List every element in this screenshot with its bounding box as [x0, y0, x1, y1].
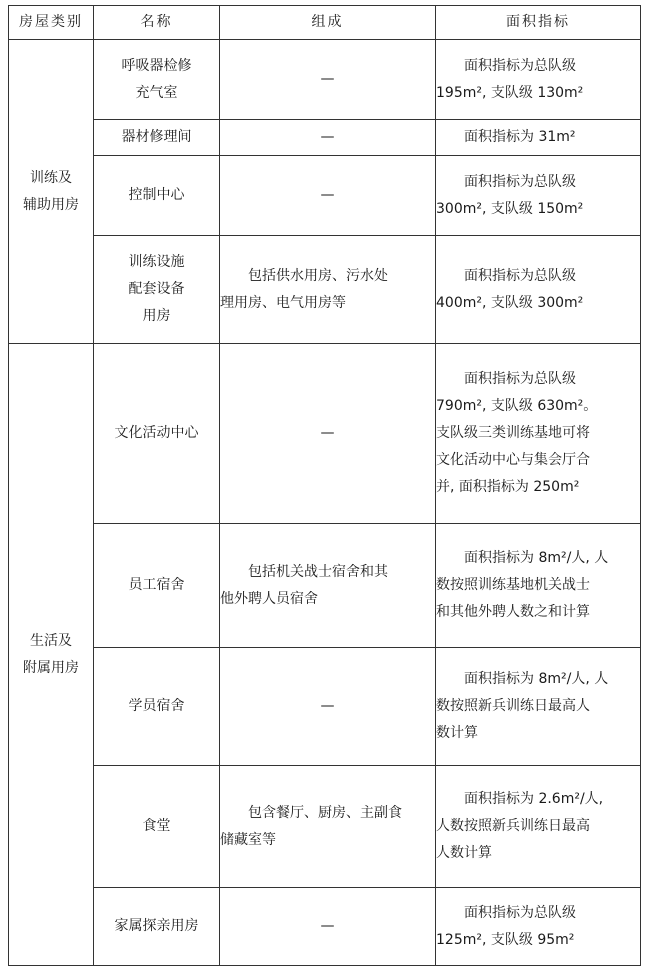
header-area-index: 面积指标: [436, 6, 641, 40]
table-row: [9, 888, 641, 966]
area-index-cell: 面积指标为 2.6m²/人, 人数按照新兵训练日最高 人数计算: [436, 766, 641, 888]
header-category: 房屋类别: [9, 6, 94, 40]
table-row: [9, 766, 641, 888]
composition-cell: 包含餐厅、厨房、主副食 储藏室等: [220, 766, 436, 888]
name-cell: 学员宿舍: [94, 648, 220, 766]
area-index-cell: 面积指标为总队级 125m², 支队级 95m²: [436, 888, 641, 966]
area-index-cell: 面积指标为总队级 300m², 支队级 150m²: [436, 156, 641, 236]
composition-cell: —: [220, 888, 436, 966]
area-index-cell: 面积指标为总队级 790m², 支队级 630m²。 支队级三类训练基地可将 文化活动中心与集会厅合 并, 面积指标为 250m²: [436, 344, 641, 524]
table-row: [9, 120, 641, 156]
name-cell: 器材修理间: [94, 120, 220, 156]
composition-cell: 包括供水用房、污水处 理用房、电气用房等: [220, 236, 436, 344]
table-row: [9, 236, 641, 344]
name-cell: 食堂: [94, 766, 220, 888]
table-row: [9, 156, 641, 236]
composition-cell: —: [220, 120, 436, 156]
composition-cell: —: [220, 344, 436, 524]
name-cell: 员工宿舍: [94, 524, 220, 648]
area-index-cell: 面积指标为总队级 400m², 支队级 300m²: [436, 236, 641, 344]
name-cell: 控制中心: [94, 156, 220, 236]
category-cell: 训练及 辅助用房: [9, 40, 94, 344]
table-row: [9, 40, 641, 120]
composition-cell: 包括机关战士宿舍和其 他外聘人员宿舍: [220, 524, 436, 648]
area-spec-table: [8, 5, 641, 966]
area-index-cell: 面积指标为 31m²: [436, 120, 641, 156]
area-index-cell: 面积指标为 8m²/人, 人 数按照训练基地机关战士 和其他外聘人数之和计算: [436, 524, 641, 648]
composition-cell: —: [220, 156, 436, 236]
header-composition: 组成: [220, 6, 436, 40]
table-header-row: [9, 6, 641, 40]
name-cell: 训练设施 配套设备 用房: [94, 236, 220, 344]
composition-cell: —: [220, 40, 436, 120]
name-cell: 家属探亲用房: [94, 888, 220, 966]
area-index-cell: 面积指标为 8m²/人, 人 数按照新兵训练日最高人 数计算: [436, 648, 641, 766]
category-cell: 生活及 附属用房: [9, 344, 94, 966]
area-index-cell: 面积指标为总队级 195m², 支队级 130m²: [436, 40, 641, 120]
composition-cell: —: [220, 648, 436, 766]
table-row: [9, 524, 641, 648]
table-row: [9, 344, 641, 524]
header-name: 名称: [94, 6, 220, 40]
table-row: [9, 648, 641, 766]
name-cell: 呼吸器检修 充气室: [94, 40, 220, 120]
name-cell: 文化活动中心: [94, 344, 220, 524]
